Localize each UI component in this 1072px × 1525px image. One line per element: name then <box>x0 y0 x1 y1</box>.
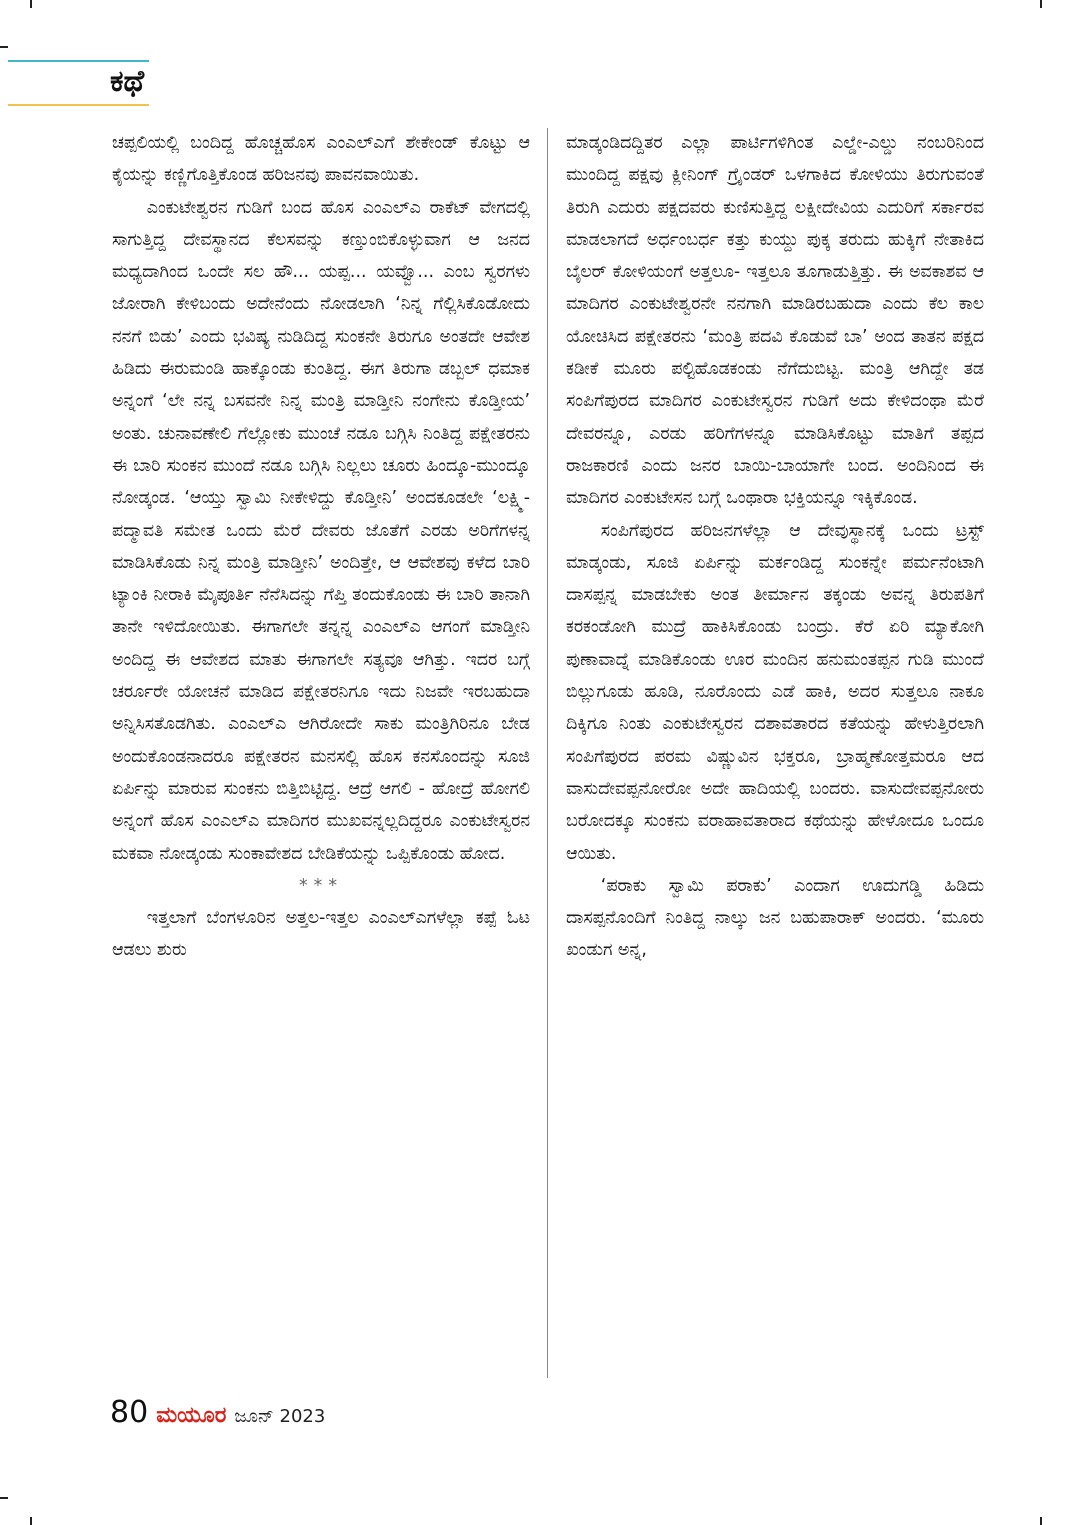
section-rule-top <box>8 60 149 62</box>
issue-date: ಜೂನ್ 2023 <box>234 1406 326 1427</box>
article-column-right <box>566 127 984 967</box>
paragraph: ಎಂಕುಟೇಶ್ವರನ ಗುಡಿಗೆ ಬಂದ ಹೊಸ ಎಂಎಲ್ಎ ರಾಕೆಟ್ ವೇಗದಲ್ಲಿ ಸಾಗುತ್ತಿದ್ದ ದೇವಸ್ಥಾನದ ಕೆಲಸವನ್ನು ಕಣ್ತುಂಬಿಕೊಳ್ಳುವಾಗ ಆ ಜನದ ಮಧ್ಯದಾಗಿಂದ ಒಂದೇ ಸಲ ಹೌ... ಯಪ್ಪ... ಯವ್ವೊ... ಎಂಬ ಸ್ವರಗಳು ಜೋರಾಗಿ ಕೇಳಿಬಂದು ಅದೇನೆಂದು ನೋಡಲಾಗಿ ‘ನಿನ್ನ ಗೆಲ್ಲಿಸಿಕೊಡೋದು ನನಗೆ ಬಿಡು’ ಎಂದು ಭವಿಷ್ಯ ನುಡಿದಿದ್ದ ಸುಂಕನೇ ತಿರುಗೂ ಅಂತದೇ ಆವೇಶ ಹಿಡಿದು ಈರುಮಂಡಿ ಹಾಕ್ಕೊಂಡು ಕುಂತಿದ್ದ. ಈಗ ತಿರುಗಾ ಡಬ್ಬಲ್ ಧಮಾಕ ಅನ್ನಂಗೆ ‘ಲೇ ನನ್ನ ಬಸವನೇ ನಿನ್ನ ಮಂತ್ರಿ ಮಾಡ್ತೀನಿ ನಂಗೇನು ಕೊಡ್ತೀಯ’ ಅಂತು. ಚುನಾವಣೇಲಿ ಗೆಲ್ಲೋಕು ಮುಂಚೆ ನಡೂ ಬಗ್ಗಿಸಿ ನಿಂತಿದ್ದ ಪಕ್ಷೇತರನು ಈ ಬಾರಿ ಸುಂಕನ ಮುಂದೆ ನಡೂ ಬಗ್ಗಿಸಿ ನಿಲ್ಲಲು ಚೂರು ಹಿಂದ್ಕೂ-ಮುಂದ್ಕೂ ನೋಡ್ಕಂಡ. ‘ಆಯ್ತು ಸ್ವಾಮಿ ನೀಕೇಳಿದ್ದು ಕೊಡ್ತೀನಿ’ ಅಂದಕೂಡಲೇ ‘ಲಕ್ಷ್ಮಿ-ಪದ್ಮಾವತಿ ಸಮೇತ ಒಂದು ಮೆರೆ ದೇವರು ಜೊತೆಗೆ ಎರಡು ಅರಿಗೆಗಳನ್ನ ಮಾಡಿಸಿಕೊಡು ನಿನ್ನ ಮಂತ್ರಿ ಮಾಡ್ತೀನಿ’ ಅಂದಿತ್ತೇ, ಆ ಆವೇಶವು ಕಳೆದ ಬಾರಿ ಟ್ಯಾಂಕಿ ನೀರಾಕಿ ಮೈಪೂರ್ತಿ ನೆನೆಸಿದನ್ನು ಗೆಪ್ತಿ ತಂದುಕೊಂಡು ಈ ಬಾರಿ ತಾನಾಗಿ ತಾನೇ ಇಳಿದೋಯಿತು. ಈಗಾಗಲೇ ತನ್ನನ್ನ ಎಂಎಲ್ಎ ಆಗಂಗೆ ಮಾಡ್ತೀನಿ ಅಂದಿದ್ದ ಈ ಆವೇಶದ ಮಾತು ಈಗಾಗಲೇ ಸತ್ಯವೂ ಆಗಿತ್ತು. ಇದರ ಬಗ್ಗೆ ಚರ್ರೂರೇ ಯೋಚನೆ ಮಾಡಿದ ಪಕ್ಷೇತರನಿಗೂ ಇದು ನಿಜವೇ ಇರಬಹುದಾ ಅನ್ನಿಸಿಸತೊಡಗಿತು. ಎಂಎಲ್ಎ ಆಗಿರೋದೇ ಸಾಕು ಮಂತ್ರಿಗಿರಿನೂ ಬೇಡ ಅಂದುಕೊಂಡನಾದರೂ ಪಕ್ಷೇತರನ ಮನಸಲ್ಲಿ ಹೊಸ ಕನಸೊಂದನ್ನು ಸೂಜಿ ಏರ್ಪಿನ್ನು ಮಾರುವ ಸುಂಕನು ಬಿತ್ತಿಬಿಟ್ಟಿದ್ದ. ಆದ್ರೆ ಆಗಲಿ - ಹೋದ್ರೆ ಹೋಗಲಿ ಅನ್ನಂಗೆ ಹೊಸ ಎಂಎಲ್ಎ ಮಾದಿಗರ ಮುಖವನ್ನಲ್ಲದಿದ್ದರೂ ಎಂಕುಟೇಸ್ವರನ ಮಕವಾ ನೋಡ್ಕಂಡು ಸುಂಕಾವೇಶದ ಬೇಡಿಕೆಯನ್ನು ಒಪ್ಪಿಕೊಂಡು ಹೋದ. <box>112 197 530 864</box>
paragraph: ‘ಪರಾಕು ಸ್ವಾಮಿ ಪರಾಕು’ ಎಂದಾಗ ಊದುಗಡ್ಡಿ ಹಿಡಿದು ದಾಸಪ್ಪನೊಂದಿಗೆ ನಿಂತಿದ್ದ ನಾಲ್ಕು ಜನ ಬಹುಪಾರಾಕ್ ಅಂದರು. ‘ಮೂರು ಖಂಡುಗ ಅನ್ನ, <box>566 875 984 961</box>
paragraph: ಇತ್ತಲಾಗೆ ಬೆಂಗಳೂರಿನ ಅತ್ತಲ-ಇತ್ತಲ ಎಂಎಲ್ಎಗಳೆಲ್ಲಾ ಕಪ್ಪೆ ಓಟ ಆಡಲು ಶುರು <box>112 907 530 961</box>
crop-mark <box>0 1497 8 1499</box>
paragraph: ಚಪ್ಪಲಿಯಲ್ಲಿ ಬಂದಿದ್ದ ಹೊಚ್ಚಹೊಸ ಎಂಎಲ್ಎಗೆ ಶೇಕೇಂಡ್ ಕೊಟ್ಟು ಆ ಕೈಯನ್ನು ಕಣ್ಣಿಗೊತ್ತಿಕೊಂಡ ಹರಿಜನವು ಪಾವನವಾಯಿತು. <box>112 133 530 186</box>
section-title: ಕಥೆ <box>110 64 145 99</box>
crop-mark <box>1040 1517 1042 1525</box>
paragraph: ಸಂಪಿಗೆಪುರದ ಹರಿಜನಗಳೆಲ್ಲಾ ಆ ದೇವುಸ್ಥಾನಕ್ಕೆ ಒಂದು ಟ್ರಸ್ಟ್ ಮಾಡ್ಕಂಡು, ಸೂಜಿ ಏರ್ಪಿನ್ನು ಮರ್ಕಂಡಿದ್ದ ಸುಂಕನ್ನೇ ಪರ್ಮನೆಂಟಾಗಿ ದಾಸಪ್ಪನ್ನ ಮಾಡಬೇಕು ಅಂತ ತೀರ್ಮಾನ ತಕ್ಕಂಡು ಅವನ್ನ ತಿರುಪತಿಗೆ ಕರಕಂಡೋಗಿ ಮುದ್ರೆ ಹಾಕಿಸಿಕೊಂಡು ಬಂದ್ರು. ಕೆರೆ ಏರಿ ಮ್ಯಾಕೋಗಿ ಪುಣಾವಾದ್ನೆ ಮಾಡಿಕೊಂಡು ಊರ ಮಂದಿನ ಹನುಮಂತಪ್ಪನ ಗುಡಿ ಮುಂದೆ ಬಿಲ್ಲುಗೂಡು ಹೂಡಿ, ನೂರೊಂದು ಎಡೆ ಹಾಕಿ, ಅದರ ಸುತ್ತಲೂ ನಾಕೂ ದಿಕ್ಕಿಗೂ ನಿಂತು ಎಂಕುಟೇಸ್ವರನ ದಶಾವತಾರದ ಕತೆಯನ್ನು ಹೇಳುತ್ತಿರಲಾಗಿ ಸಂಪಿಗೆಪುರದ ಪರಮ ವಿಷ್ಣುವಿನ ಭಕ್ತರೂ, ಬ್ರಾಹ್ಮಣೋತ್ತಮರೂ ಆದ ವಾಸುದೇವಪ್ಪನೋರೋ ಅದೇ ಹಾದಿಯಲ್ಲಿ ಬಂದರು. ವಾಸುದೇವಪ್ಪನೋರು ಬರೋದಕ್ಕೂ ಸುಂಕನು ವರಾಹಾವತಾರಾದ ಕಥೆಯನ್ನು ಹೇಳೋದೂ ಒಂದೂ ಆಯಿತು. <box>566 520 985 864</box>
magazine-logo: ಮಯೂರ <box>156 1403 227 1428</box>
column-divider <box>547 128 548 1378</box>
section-rule-bottom <box>8 104 149 106</box>
crop-mark <box>30 1517 32 1525</box>
page-number: 80 <box>110 1395 149 1430</box>
page-footer <box>110 1395 325 1430</box>
paragraph: ಮಾಡ್ಕಂಡಿದದ್ದಿತರ ಎಲ್ಲಾ ಪಾರ್ಟಿಗಳಿಗಿಂತ ಎಲ್ಡೇ-ಎಲ್ಡು ನಂಬರಿನಿಂದ ಮುಂದಿದ್ದ ಪಕ್ಷವು ಕ್ಲೀನಿಂಗ್ ಗ್ರೈಂಡರ್ ಒಳಗಾಕಿದ ಕೋಳಿಯು ತಿರುಗುವಂತೆ ತಿರುಗಿ ಎದುರು ಪಕ್ಷದವರು ಕುಣಿಸುತ್ತಿದ್ದ ಲಕ್ಷೀದೇವಿಯ ಎದುರಿಗೆ ಸರ್ಕಾರವ ಮಾಡಲಾಗದೆ ಅರ್ಧಂಬರ್ಧ ಕತ್ತು ಕುಯ್ದು ಪುಕ್ಕ ತರುದು ಹುಕ್ಕಿಗೆ ನೇತಾಕಿದ ಬೈಲರ್ ಕೋಳಿಯಂಗೆ ಅತ್ತಲೂ- ಇತ್ತಲೂ ತೂಗಾಡುತ್ತಿತ್ತು. ಈ ಅವಕಾಶವ ಆ ಮಾದಿಗರ ಎಂಕುಟೇಶ್ವರನೇ ನನಗಾಗಿ ಮಾಡಿರಬಹುದಾ ಎಂದು ಕೆಲ ಕಾಲ ಯೋಚಿಸಿದ ಪಕ್ಷೇತರನು ‘ಮಂತ್ರಿ ಪದವಿ ಕೊಡುವೆ ಬಾ’ ಅಂದ ತಾತನ ಪಕ್ಷದ ಕಡೀಕೆ ಮೂರು ಪಲ್ಟಿಹೊಡಕಂಡು ನೆಗೆದುಬಿಟ್ಟ. ಮಂತ್ರಿ ಆಗಿದ್ದೇ ತಡ ಸಂಪಿಗೆಪುರದ ಮಾದಿಗರ ಎಂಕುಟೇಸ್ವರನ ಗುಡಿಗೆ ಅದು ಕೇಳಿದಂಥಾ ಮೆರೆ ದೇವರನ್ನೂ, ಎರಡು ಹರಿಗೆಗಳನ್ನೂ ಮಾಡಿಸಿಕೊಟ್ಟು ಮಾತಿಗೆ ತಪ್ಪದ ರಾಜಕಾರಣಿ ಎಂದು ಜನರ ಬಾಯಿ-ಬಾಯಾಗೇ ಬಂದ. ಅಂದಿನಿಂದ ಈ ಮಾದಿಗರ ಎಂಕುಟೇಸನ ಬಗ್ಗೆ ಒಂಥಾರಾ ಭಕ್ತಿಯನ್ನೂ ಇಕ್ಕಿಕೊಂಡ. <box>566 133 984 509</box>
section-separator: *** <box>298 875 344 896</box>
crop-mark <box>30 0 32 8</box>
crop-mark <box>0 46 8 48</box>
crop-mark <box>1040 0 1042 8</box>
article-column-left <box>112 127 530 966</box>
